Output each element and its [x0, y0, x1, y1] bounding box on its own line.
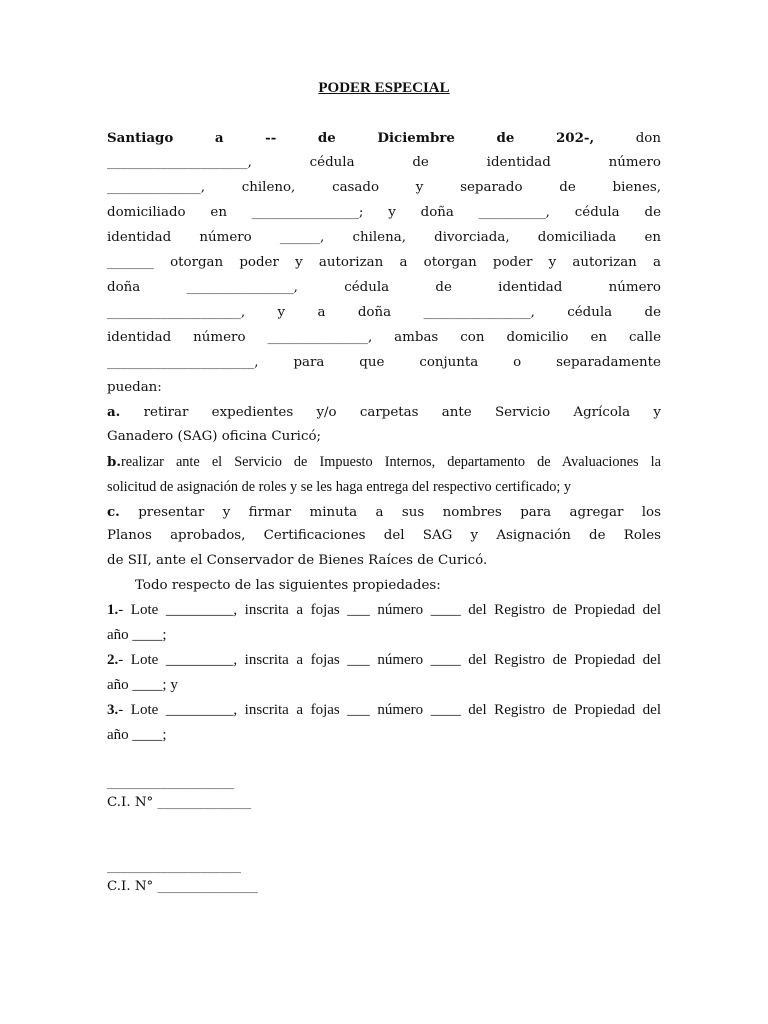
item-c-line-3: de SII, ante el Conservador de Bienes Raíces de Curicó. [107, 553, 488, 568]
body-line-2: _____________________, cédula de identidad número [107, 155, 661, 170]
item-b-marker: b. [107, 454, 122, 470]
body-line-10: ______________________, para que conjunta o separadamente [107, 355, 661, 370]
item-a-line-2: Ganadero (SAG) oficina Curicó; [107, 429, 322, 444]
body-line-8: ____________________, y a doña ________________, cédula de [107, 305, 661, 320]
item-a-line-1: a. retirar expedientes y/o carpetas ante Servicio Agrícola y [107, 404, 661, 420]
body-line-11: puedan: [107, 380, 162, 395]
property-1-line-2: año ____; [107, 627, 167, 643]
signature-ci-1: C.I. N° ______________ [107, 795, 252, 810]
document-title: PODER ESPECIAL [318, 80, 450, 96]
item-c-line-1: c. presentar y firmar minuta a sus nombres para agregar los [107, 504, 661, 520]
body-line-1: Santiago a -- de Diciembre de 202-, don [107, 130, 661, 146]
property-3-line-1: 3.- Lote _________, inscrita a fojas ___ número ____ del Registro de Propiedad del [107, 702, 661, 718]
property-3-line-2: año ____; [107, 727, 167, 743]
property-1-line-1: 1.- Lote _________, inscrita a fojas ___ número ____ del Registro de Propiedad del [107, 602, 661, 618]
signature-line-2: ____________________ [107, 859, 241, 874]
property-1-number: 1. [107, 602, 119, 618]
item-a-marker: a. [107, 404, 121, 420]
item-b-line-1: b.realizar ante el Servicio de Impuesto Internos, departamento de Avaluaciones la [107, 454, 661, 470]
signature-ci-2: C.I. N° _______________ [107, 879, 258, 894]
item-c-line-2: Planos aprobados, Certificaciones del SAG y Asignación de Roles [107, 528, 661, 543]
property-3-number: 3. [107, 702, 119, 718]
body-line-6: _______ otorgan poder y autorizan a otorgan poder y autorizan a [107, 255, 661, 270]
body-line-9: identidad número _______________, ambas con domicilio en calle [107, 330, 661, 345]
body-line-7: doña ________________, cédula de identidad número [107, 280, 661, 295]
property-2-line-2: año ____; y [107, 677, 178, 693]
place: Santiago [107, 130, 174, 146]
body-line-3: ______________, chileno, casado y separado de bienes, [107, 180, 661, 195]
property-2-number: 2. [107, 652, 119, 668]
property-2-line-1: 2.- Lote _________, inscrita a fojas ___ número ____ del Registro de Propiedad del [107, 652, 661, 668]
item-c-marker: c. [107, 504, 120, 520]
signature-line-1: ___________________ [107, 775, 235, 790]
body-line-5: identidad número ______, chilena, divorciada, domiciliada en [107, 230, 661, 245]
properties-intro: Todo respecto de las siguientes propiedades: [135, 578, 441, 593]
month: Diciembre [377, 130, 455, 146]
body-line-4: domiciliado en ________________; y doña __________, cédula de [107, 205, 661, 220]
item-b-line-2: solicitud de asignación de roles y se les haga entrega del respectivo certificado; y [107, 479, 572, 495]
year: 202-, [555, 130, 595, 146]
